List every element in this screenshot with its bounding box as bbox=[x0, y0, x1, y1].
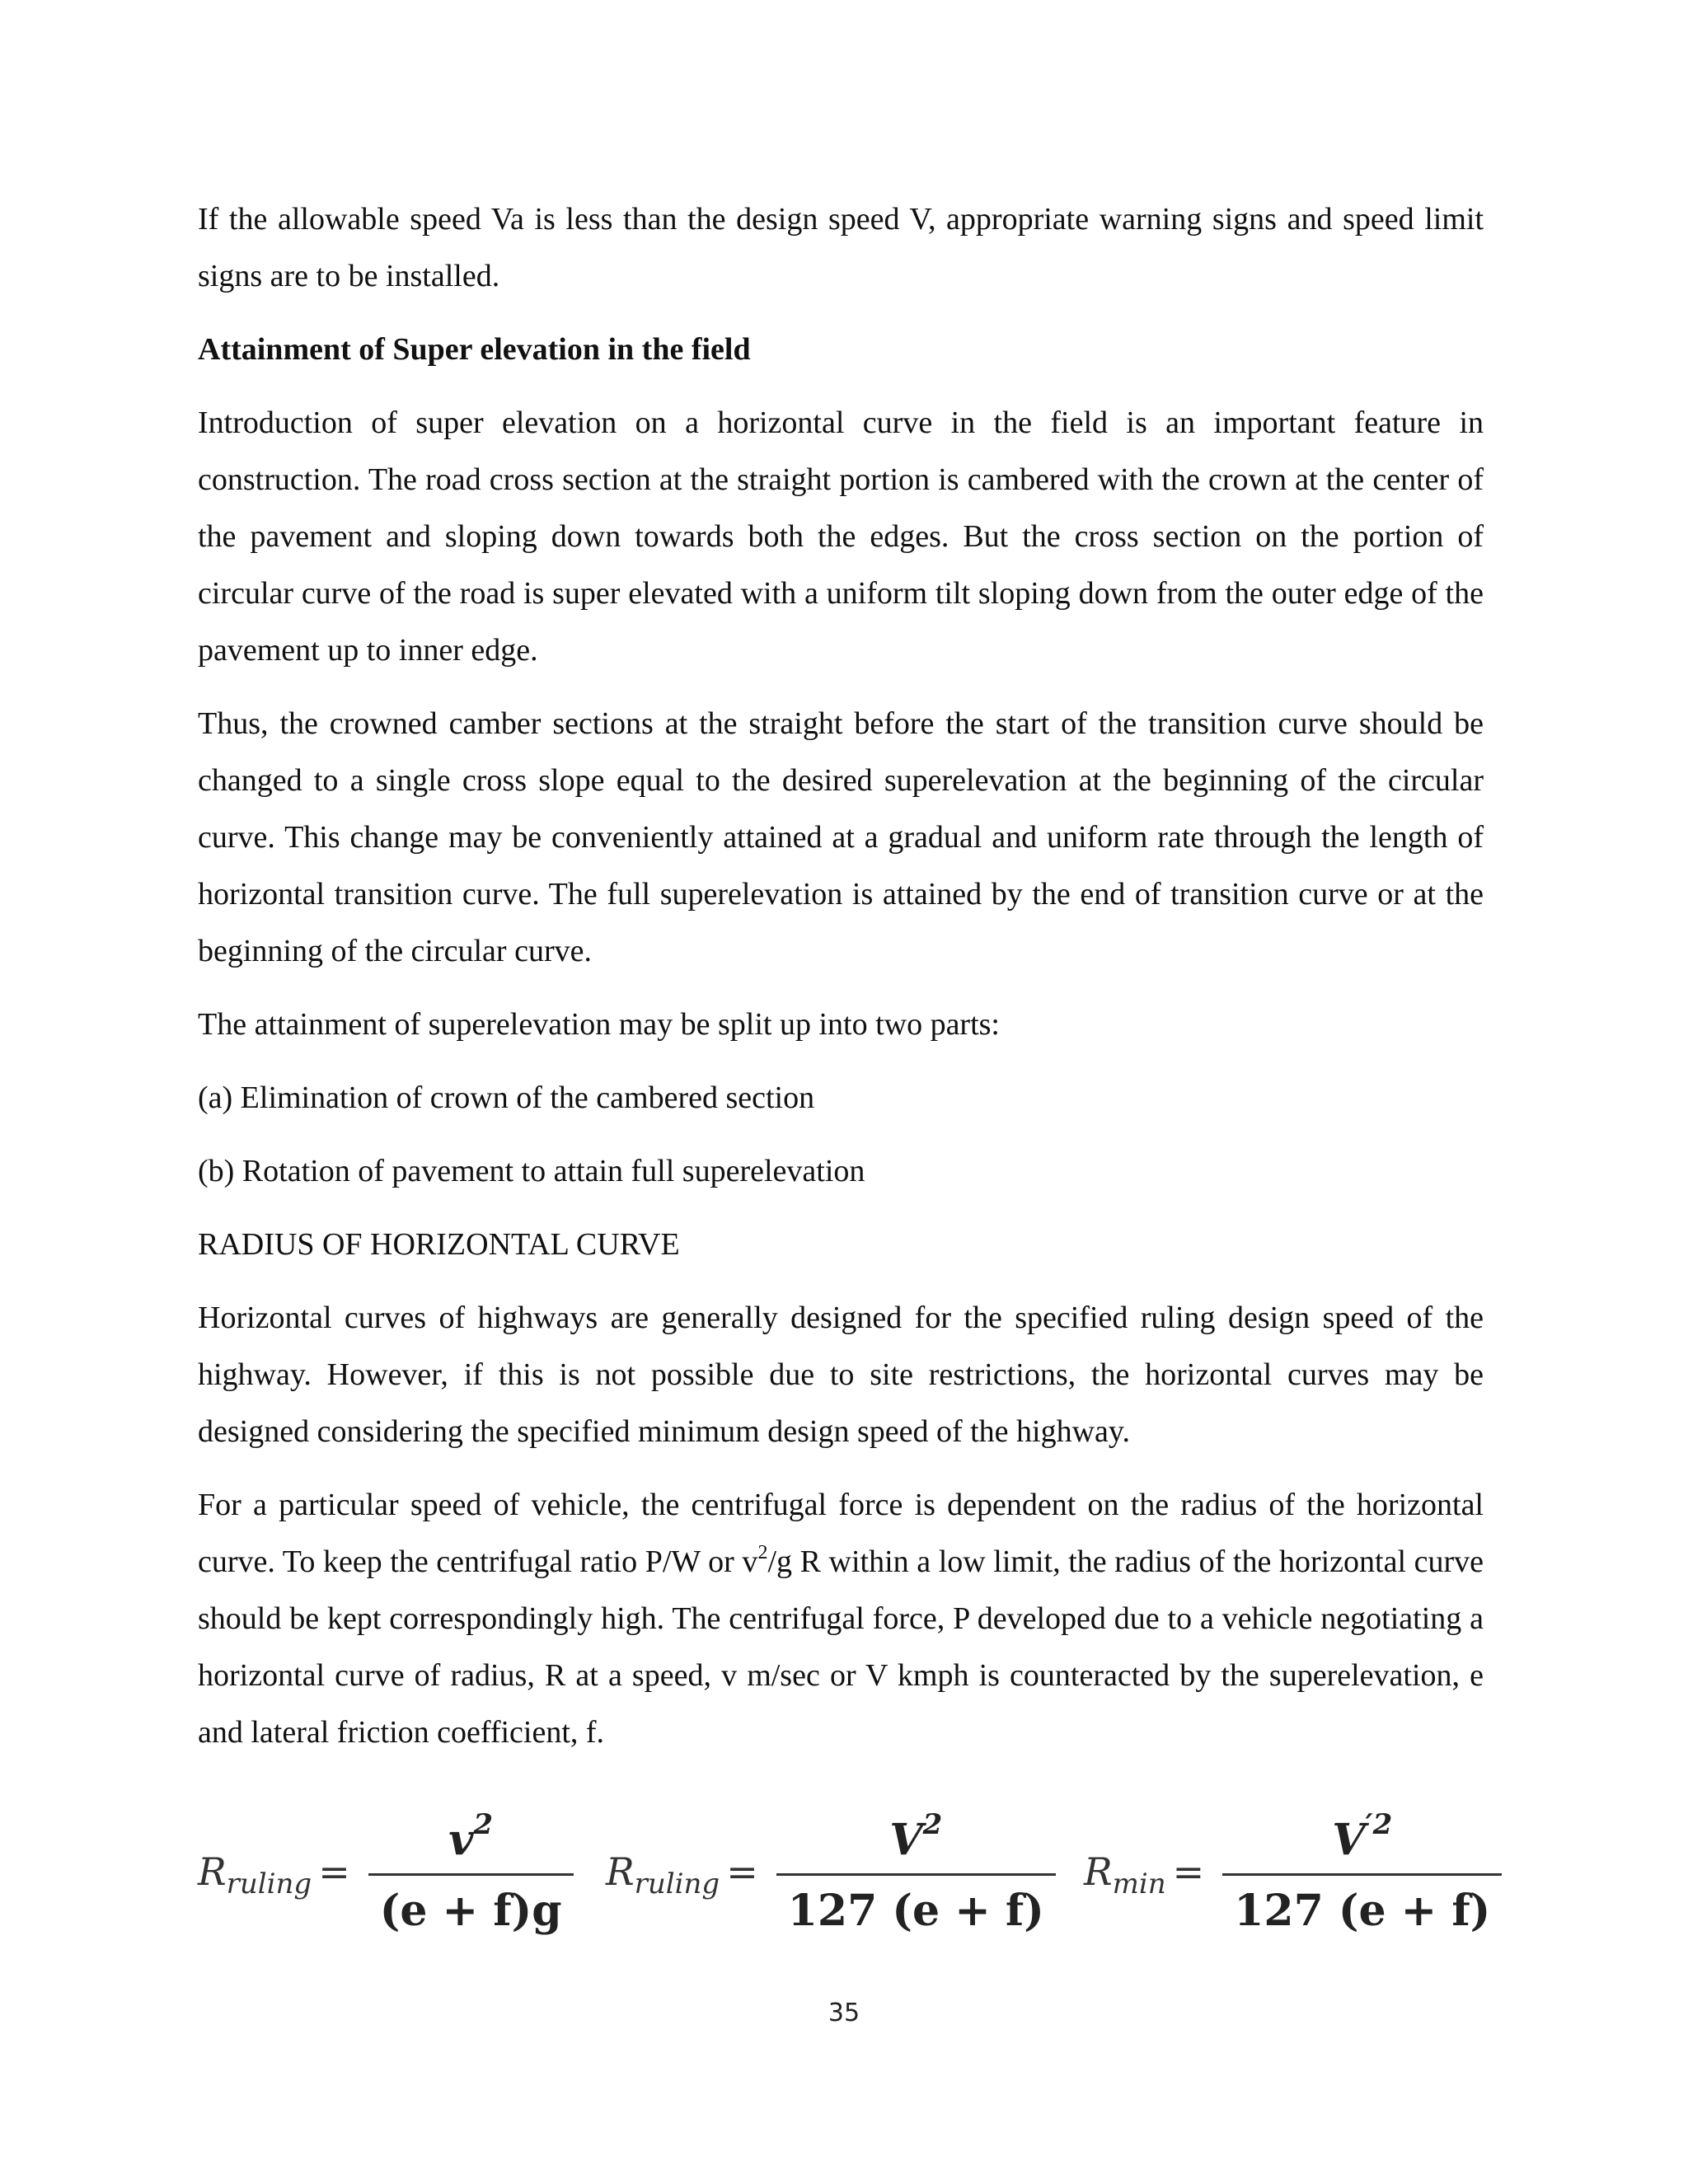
list-item-b: (b) Rotation of pavement to attain full superelevation bbox=[198, 1154, 865, 1188]
equation-denominator: 127 (e + f) bbox=[1234, 1885, 1491, 1936]
fraction-bar bbox=[776, 1873, 1056, 1876]
equation-denominator: 127 (e + f) bbox=[787, 1885, 1044, 1936]
equation-numerator: $v^2$ bbox=[448, 1808, 494, 1865]
paragraph-centrifugal-force bbox=[198, 1477, 1484, 1761]
equation-numerator: $V^{'2}$ bbox=[1332, 1808, 1393, 1865]
equations-row bbox=[198, 1797, 1517, 1953]
page-number: 35 bbox=[828, 1999, 860, 2027]
heading-attainment-superelevation: Attainment of Super elevation in the field bbox=[198, 332, 751, 367]
centrifugal-text-before: For a particular speed of vehicle, the centrifugal force is dependent on the radius of the horizontal curve. To keep the centrifugal ratio P/W or v bbox=[198, 1488, 1484, 1579]
equation-numerator: $V^2$ bbox=[889, 1808, 943, 1865]
equation-fraction bbox=[1222, 1808, 1502, 1936]
equation-lhs: $R_{ruling}$ = bbox=[606, 1849, 758, 1900]
list-item-a: (a) Elimination of crown of the cambered section bbox=[198, 1080, 815, 1115]
equation-fraction bbox=[776, 1808, 1056, 1936]
equation-lhs: $R_{ruling}$ = bbox=[198, 1849, 350, 1900]
centrifugal-text-after: /g R within a low limit, the radius of the horizontal curve should be kept correspondingly high. The centrifugal force, P developed due to a vehicle negotiating a horizontal curve of radius, R at a speed, v m/sec or V kmph is counteracted by the superelevation, e and lateral friction coefficient, f. bbox=[198, 1544, 1484, 1750]
equation-lhs: $R_{min}$ = bbox=[1084, 1849, 1205, 1900]
heading-radius-horizontal-curve: RADIUS OF HORIZONTAL CURVE bbox=[198, 1227, 680, 1262]
fraction-bar bbox=[368, 1873, 574, 1876]
paragraph-allowable-speed: If the allowable speed Va is less than the design speed V, appropriate warning signs and speed limit signs are to be installed. bbox=[198, 202, 1484, 293]
equation-denominator: (e + f)g bbox=[379, 1885, 562, 1936]
paragraph-crowned-camber: Thus, the crowned camber sections at the straight before the start of the transition curve should be changed to a single cross slope equal to the desired superelevation at the beginning of the circular curve. This change may be conveniently attained at a gradual and uniform rate through the length of horizontal transition curve. The full superelevation is attained by the end of transition curve or at the beginning of the circular curve. bbox=[198, 706, 1484, 968]
fraction-bar bbox=[1222, 1873, 1502, 1876]
equation-ruling-kmph bbox=[606, 1797, 1056, 1953]
equation-min bbox=[1084, 1797, 1502, 1953]
equation-ruling-v bbox=[198, 1797, 574, 1953]
equation-fraction bbox=[368, 1808, 574, 1936]
page-body bbox=[198, 191, 1484, 1761]
paragraph-introduction-superelevation: Introduction of super elevation on a horizontal curve in the field is an important feature in construction. The road cross section at the straight portion is cambered with the crown at the center of the pavement and sloping down towards both the edges. But the cross section on the portion of circular curve of the road is super elevated with a uniform tilt sloping down from the outer edge of the pavement up to inner edge. bbox=[198, 405, 1484, 668]
centrifugal-superscript: 2 bbox=[757, 1542, 768, 1564]
paragraph-horizontal-curves-design: Horizontal curves of highways are generally designed for the specified ruling design speed of the highway. However, if this is not possible due to site restrictions, the horizontal curves may be designed considering the specified minimum design speed of the highway. bbox=[198, 1301, 1484, 1449]
paragraph-two-parts: The attainment of superelevation may be split up into two parts: bbox=[198, 1007, 1000, 1042]
